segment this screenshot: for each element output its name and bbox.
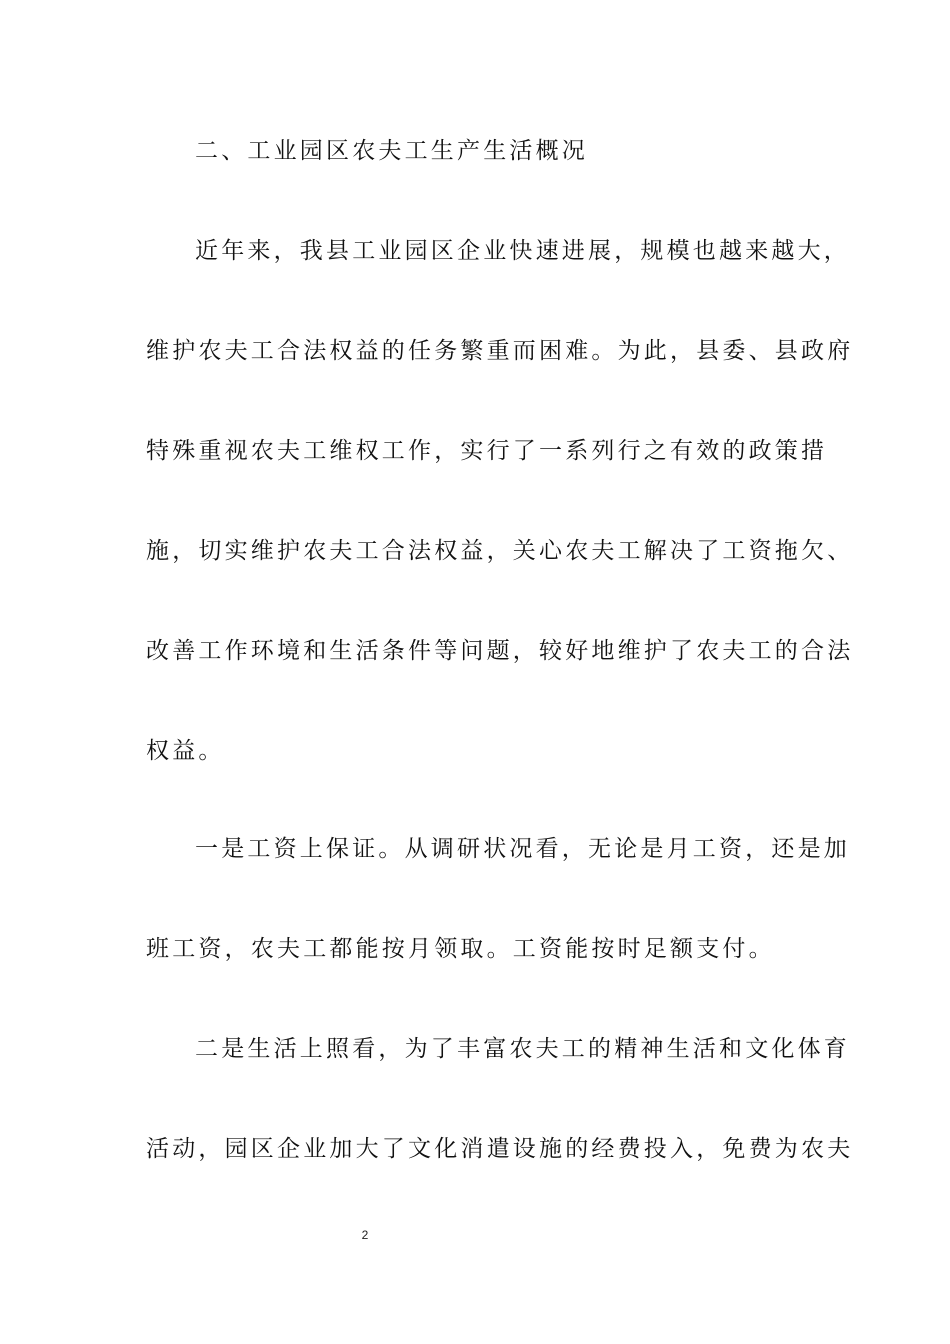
paragraph-line: 二是生活上照看，为了丰富农夫工的精神生活和文化体育 xyxy=(195,1036,850,1062)
paragraph-line: 一是工资上保证。从调研状况看，无论是月工资，还是加 xyxy=(195,836,850,862)
paragraph-line: 改善工作环境和生活条件等问题，较好地维护了农夫工的合法 xyxy=(146,638,854,664)
page-number: 2 xyxy=(361,1228,369,1242)
paragraph-line: 维护农夫工合法权益的任务繁重而困难。为此，县委、县政府 xyxy=(146,338,854,364)
paragraph-line: 权益。 xyxy=(146,738,225,764)
paragraph-line: 施，切实维护农夫工合法权益，关心农夫工解决了工资拖欠、 xyxy=(146,538,854,564)
paragraph-line: 近年来，我县工业园区企业快速进展，规模也越来越大， xyxy=(195,238,850,264)
section-heading: 二、工业园区农夫工生产生活概况 xyxy=(195,138,588,164)
paragraph-line: 活动，园区企业加大了文化消遣设施的经费投入，免费为农夫 xyxy=(146,1136,854,1162)
paragraph-line: 特殊重视农夫工维权工作，实行了一系列行之有效的政策措 xyxy=(146,438,828,464)
paragraph-line: 班工资，农夫工都能按月领取。工资能按时足额支付。 xyxy=(146,936,775,962)
